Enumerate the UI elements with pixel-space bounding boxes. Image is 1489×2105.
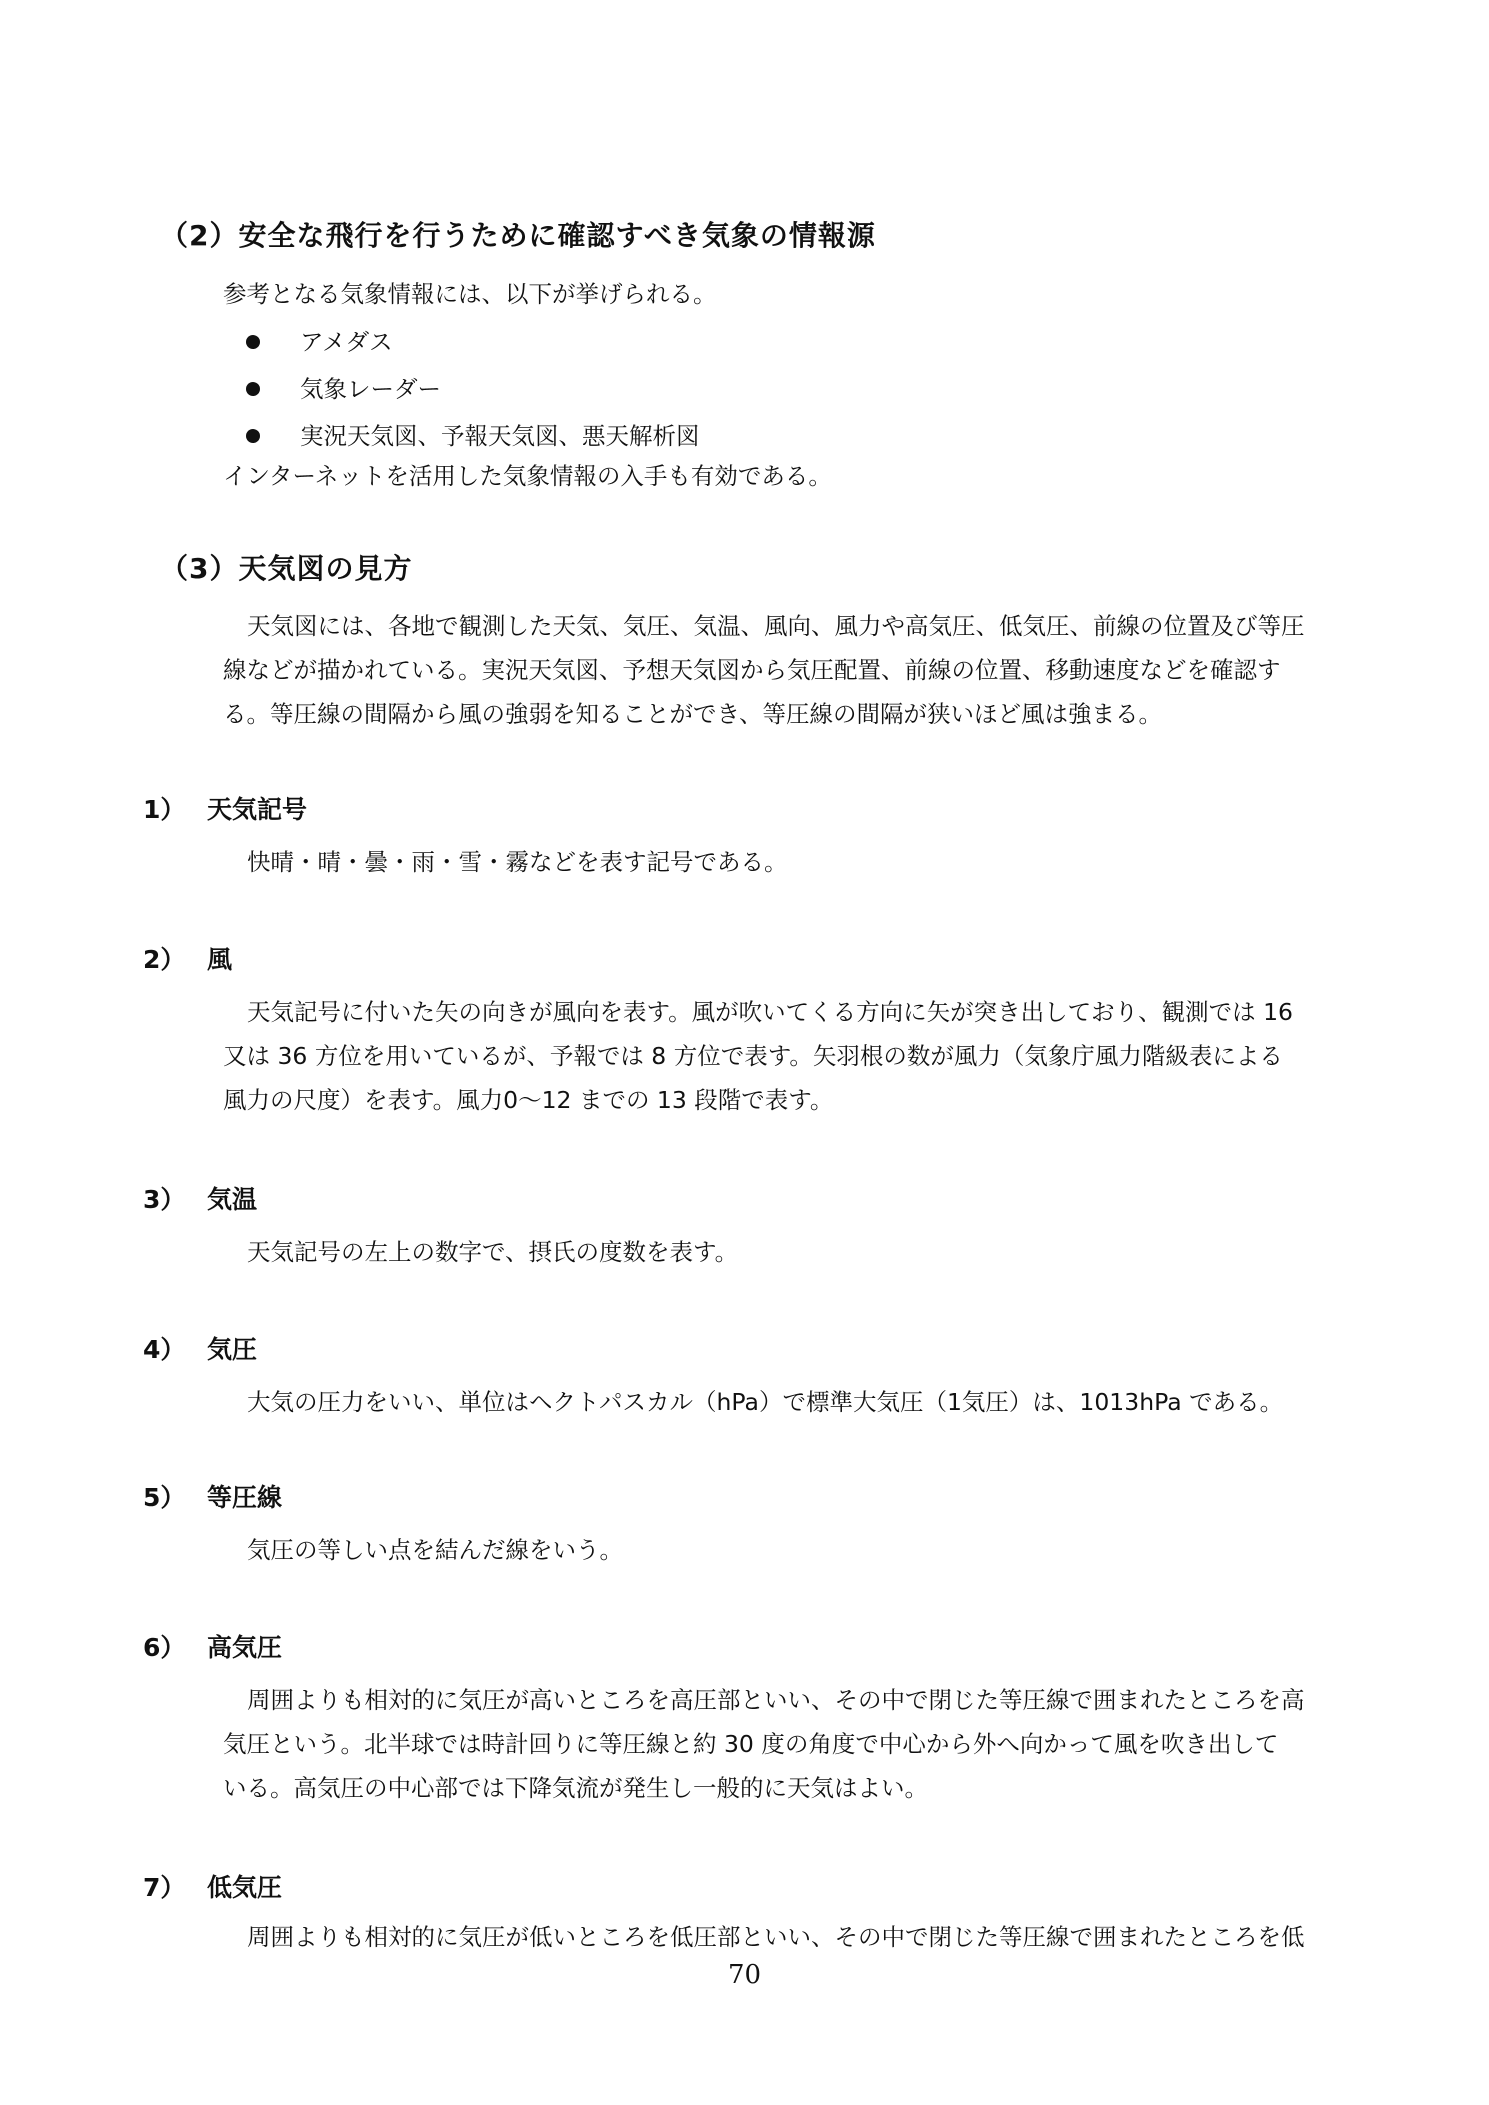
item-heading [143,790,307,826]
section-2-outro: インターネットを活用した気象情報の入手も有効である。 [223,462,832,490]
paragraph-line: 又は 36 方位を用いているが、予報では 8 方位で表す。矢羽根の数が風力（気象庁風力階級表による [223,1042,1283,1070]
bullet-text: 気象レーダー [300,375,441,403]
item-body [223,990,1353,1122]
bullet-text: アメダス [300,328,393,356]
item-title: 天気記号 [207,795,308,824]
paragraph-line: 天気記号の左上の数字で、摂氏の度数を表す。 [247,1238,739,1266]
bullet-dot-icon [246,382,260,396]
item-number: 1） [143,795,186,824]
item-heading [143,1628,282,1664]
paragraph-line: 天気記号に付いた矢の向きが風向を表す。風が吹いてくる方向に矢が突き出しており、観測では 16 [247,998,1293,1026]
bullet-item [246,323,393,357]
item-title: 低気圧 [207,1873,283,1902]
paragraph-line: 気圧という。北半球では時計回りに等圧線と約 30 度の角度で中心から外へ向かって風を吹き出して [223,1730,1279,1758]
item-heading [143,1868,282,1904]
paragraph-line: 天気図には、各地で観測した天気、気圧、気温、風向、風力や高気圧、低気圧、前線の位置及び等圧 [247,612,1305,640]
item-number: 4） [143,1335,186,1364]
item-number: 6） [143,1633,186,1662]
section-2-heading: （2）安全な飛行を行うために確認すべき気象の情報源 [160,219,876,252]
paragraph-line: 周囲よりも相対的に気圧が高いところを高圧部といい、その中で閉じた等圧線で囲まれたところを高 [247,1686,1305,1714]
item-body [223,1915,1353,1959]
paragraph-line: る。等圧線の間隔から風の強弱を知ることができ、等圧線の間隔が狭いほど風は強まる。 [223,700,1163,728]
item-title: 風 [207,945,233,974]
bullet-item [246,370,441,404]
paragraph-line: 気圧の等しい点を結んだ線をいう。 [247,1536,623,1564]
paragraph-line: 大気の圧力をいい、単位はヘクトパスカル（hPa）で標準大気圧（1気圧）は、1013hPa である。 [247,1388,1284,1416]
page-number: 70 [727,1960,762,1990]
item-number: 7） [143,1873,186,1902]
item-body [223,1230,1353,1274]
item-heading [143,1330,257,1366]
item-body [223,1678,1353,1810]
paragraph-line: 線などが描かれている。実況天気図、予想天気図から気圧配置、前線の位置、移動速度などを確認す [223,656,1281,684]
item-title: 高気圧 [207,1633,283,1662]
bullet-dot-icon [246,335,260,349]
section-3-heading: （3）天気図の見方 [160,552,413,585]
section-2-intro: 参考となる気象情報には、以下が挙げられる。 [223,280,717,308]
item-body [223,1380,1353,1424]
bullet-text: 実況天気図、予報天気図、悪天解析図 [300,422,700,450]
item-heading [143,1180,257,1216]
paragraph-line: いる。高気圧の中心部では下降気流が発生し一般的に天気はよい。 [223,1774,928,1802]
bullet-dot-icon [246,429,260,443]
item-body [223,840,1353,884]
item-heading [143,1478,282,1514]
item-title: 気温 [207,1185,258,1214]
section-3-body [223,604,1353,736]
item-title: 気圧 [207,1335,258,1364]
item-title: 等圧線 [207,1483,283,1512]
item-number: 3） [143,1185,186,1214]
paragraph-line: 周囲よりも相対的に気圧が低いところを低圧部といい、その中で閉じた等圧線で囲まれたところを低 [247,1923,1305,1951]
item-body [223,1528,1353,1572]
item-number: 5） [143,1483,186,1512]
item-heading [143,940,232,976]
paragraph-line: 風力の尺度）を表す。風力0～12 までの 13 段階で表す。 [223,1086,834,1114]
bullet-item [246,417,700,451]
paragraph-line: 快晴・晴・曇・雨・雪・霧などを表す記号である。 [247,848,788,876]
item-number: 2） [143,945,186,974]
